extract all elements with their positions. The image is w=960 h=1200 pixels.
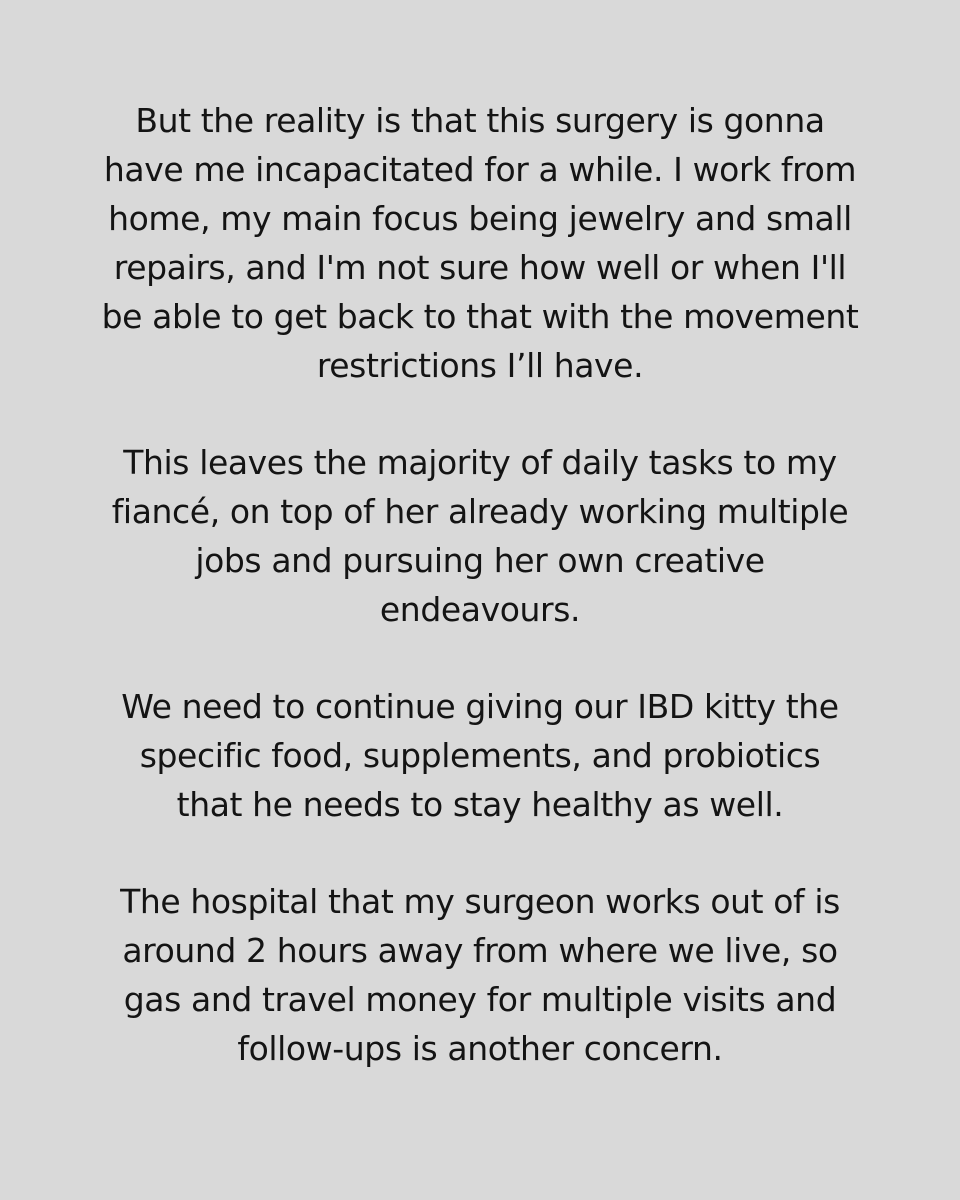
- text-line: specific food, supplements, and probiotics: [139, 736, 821, 775]
- text-line: fiancé, on top of her already working multiple: [111, 492, 849, 531]
- text-line: jobs and pursuing her own creative: [195, 541, 765, 580]
- text-line: that he needs to stay healthy as well.: [176, 785, 784, 824]
- paragraph-fiance: [60, 438, 900, 634]
- text-line: repairs, and I'm not sure how well or when I'll: [113, 248, 847, 287]
- text-line: We need to continue giving our IBD kitty the: [121, 687, 839, 726]
- text-line: restrictions I’ll have.: [316, 346, 644, 385]
- text-line: endeavours.: [379, 590, 581, 629]
- text-line: This leaves the majority of daily tasks to my: [123, 443, 837, 482]
- text-line: be able to get back to that with the movement: [101, 297, 859, 336]
- text-line: around 2 hours away from where we live, so: [122, 931, 838, 970]
- text-line: The hospital that my surgeon works out of is: [120, 882, 840, 921]
- text-line: gas and travel money for multiple visits and: [123, 980, 837, 1019]
- text-line: follow-ups is another concern.: [237, 1029, 723, 1068]
- text-line: But the reality is that this surgery is gonna: [135, 101, 825, 140]
- paragraph-kitty: [60, 682, 900, 829]
- text-line: have me incapacitated for a while. I work from: [103, 150, 857, 189]
- paragraph-surgery: [60, 96, 900, 390]
- paragraph-hospital: [60, 877, 900, 1073]
- text-line: home, my main focus being jewelry and small: [108, 199, 852, 238]
